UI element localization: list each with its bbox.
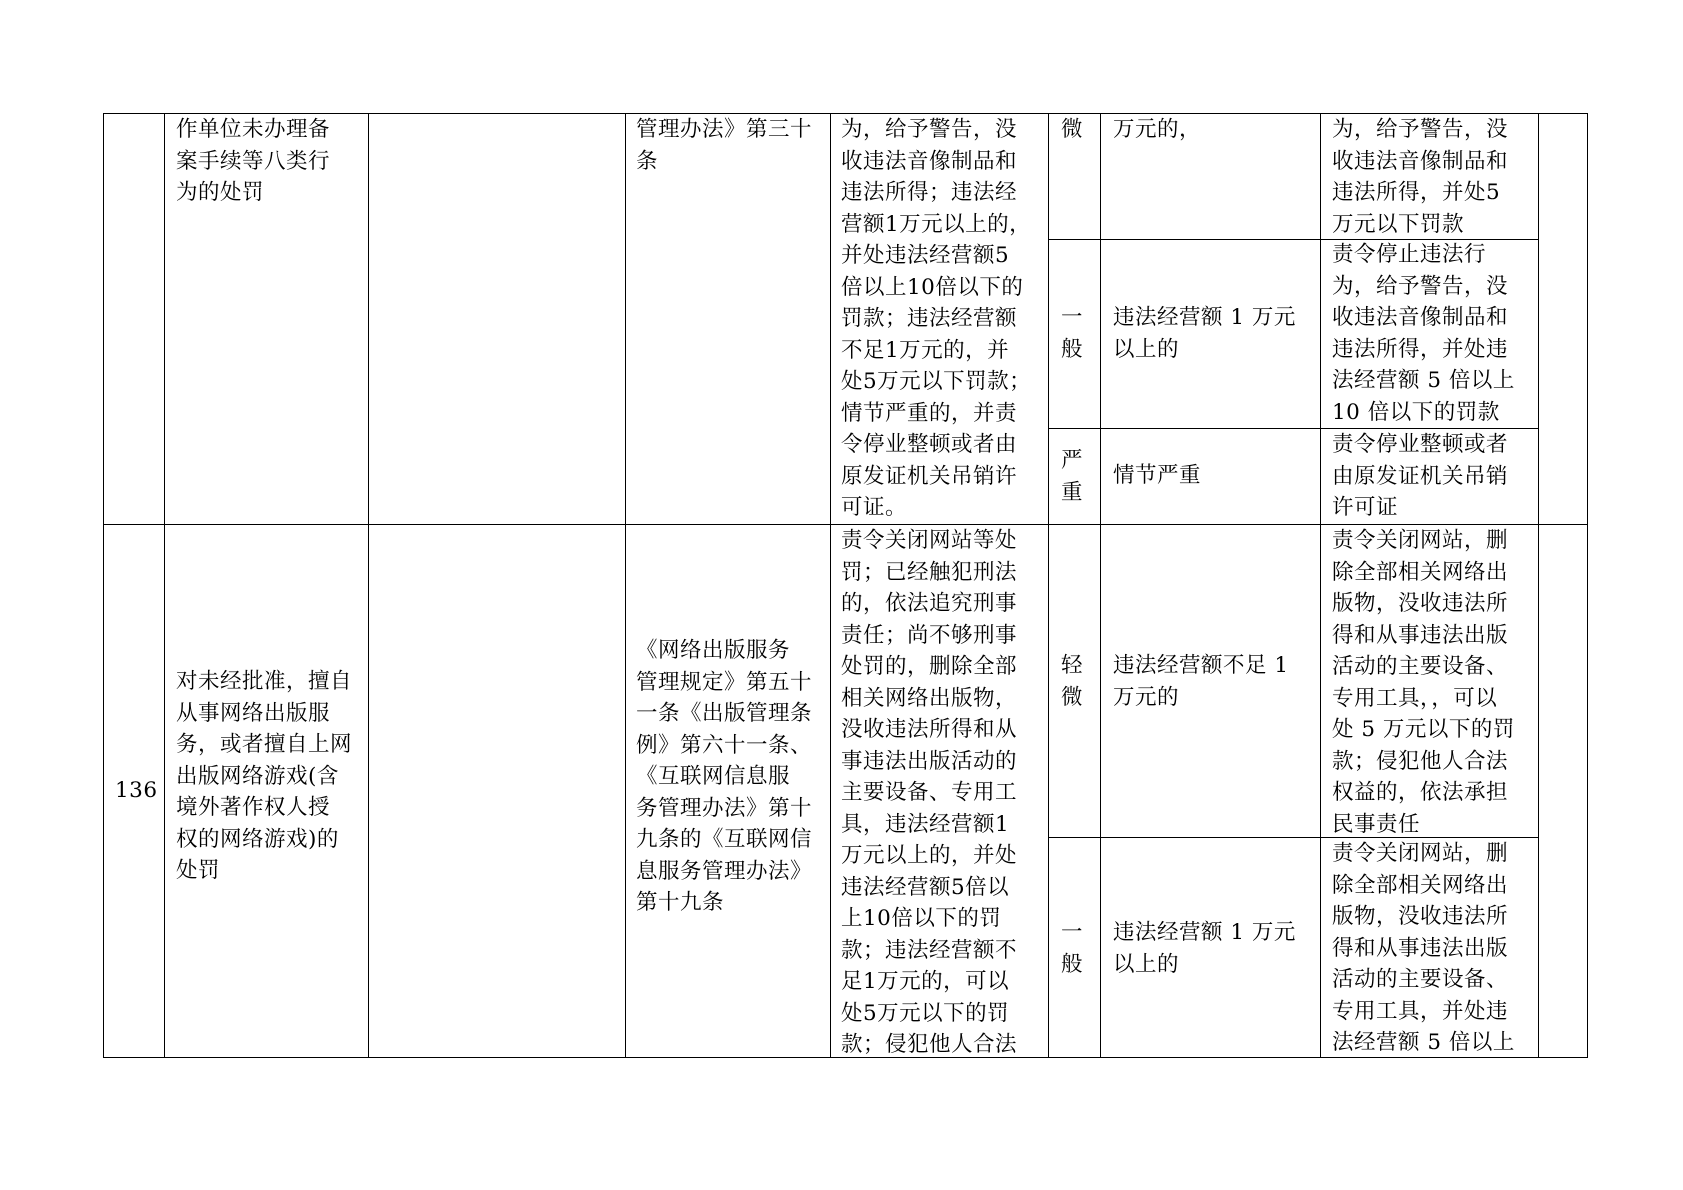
standard-cell [1332,525,1515,840]
cell-line: 相关网络出版物， [841,685,1018,711]
cell-line: 对未经批准，擅自 [176,669,353,694]
circumstance-cell [1113,114,1201,146]
cell-line: 除全部相关网络出 [1332,559,1509,585]
cell-line: 处5万元以下的罚 [841,1000,1010,1026]
penalty-table [103,113,1588,1058]
cell-line: 第十九条 [636,890,725,915]
cell-line: 版物，没收违法所 [1332,904,1509,929]
col-line [1100,113,1101,1058]
cell-line: 管理规定》第五十 [636,669,813,695]
cell-line: 般 [1061,336,1084,362]
cell-line: 以上的 [1113,336,1180,362]
cell-line: 由原发证机关吊销 [1332,463,1509,489]
cell-line: 万元的 [1113,684,1180,710]
cell-line: 违法经营额 1 万元 [1113,305,1296,330]
cell-line: 具，违法经营额1 [841,811,1010,837]
cell-line: 责任；尚不够刑事 [841,622,1018,648]
circumstance-cell [1113,460,1201,492]
circumstance-cell [1113,917,1296,980]
cell-line: 一条《出版管理条 [636,701,813,726]
cell-line: 上10倍以下的罚 [841,906,1002,931]
cell-line: 专用工具，并处违 [1332,998,1509,1024]
cell-line: 收违法音像制品和 [1332,305,1509,330]
cell-line: 案手续等八类行 [176,148,331,174]
standard-cell [1332,838,1515,1059]
cell-line: 从事网络出版服 [176,700,331,726]
cell-line: 万元以上的，并处 [841,843,1018,868]
cell-line: 以上的 [1113,951,1180,977]
cell-line: 的，依法追究刑事 [841,591,1018,616]
standard-cell [1332,239,1515,428]
cell-line: 民事责任 [1332,811,1421,837]
cell-line: 得和从事违法出版 [1332,622,1509,648]
cell-line: 营额1万元以上的， [841,211,1032,237]
cell-line: 违法所得，并处5 [1332,180,1501,205]
cell-line: 足1万元的，可以 [841,969,1010,994]
cell-line: 轻 [1061,653,1084,678]
standard-cell [1332,429,1508,524]
cell-line: 九条的《互联网信 [636,827,813,852]
cell-line: 除全部相关网络出 [1332,872,1509,898]
legal-basis-cell [636,114,812,177]
cell-line: 责令关闭网站，删 [1332,528,1509,553]
cell-line: 严 [1061,448,1084,473]
cell-line: 违法经营额5倍以 [841,874,1010,900]
cell-line: 令停业整顿或者由 [841,432,1018,457]
cell-line: 条 [636,148,659,174]
cell-line: 收违法音像制品和 [841,148,1018,174]
cell-line: 息服务管理办法》 [636,858,813,884]
cell-line: 出版网络游戏(含 [176,763,339,789]
cell-line: 般 [1061,951,1084,977]
penalty-provision-cell [841,525,1017,1061]
cell-line: 不足1万元的，并 [841,337,1010,363]
cell-line: 原发证机关吊销许 [841,463,1018,489]
cell-line: 专用工具，，可以 [1332,685,1498,711]
cell-line: 微 [1061,117,1084,142]
penalty-provision-cell [841,114,1031,524]
standard-cell [1332,114,1508,240]
cell-line: 例》第六十一条、 [636,732,813,758]
cell-line: 《网络出版服务 [636,638,791,663]
level-cell [1061,445,1083,508]
cell-line: 权的网络游戏)的 [176,826,339,852]
cell-line: 事违法出版活动的 [841,748,1018,774]
cell-line: 版物，没收违法所 [1332,591,1509,616]
cell-line: 权益的，依法承担 [1332,780,1509,805]
level-cell [1061,650,1083,713]
col-line [1587,113,1588,1058]
cell-line: 一 [1061,920,1084,945]
cell-line: 境外著作权人授 [176,795,331,820]
cell-line: 一 [1061,305,1084,330]
cell-line: 活动的主要设备、 [1332,654,1509,679]
item-name-cell [176,114,330,209]
cell-line: 款；侵犯他人合法 [841,1032,1018,1057]
cell-line: 责令关闭网站，删 [1332,841,1509,866]
cell-line: 罚款；违法经营额 [841,306,1018,331]
col-line [103,113,104,1058]
cell-line: 收违法音像制品和 [1332,148,1509,174]
cell-line: 作单位未办理备 [176,117,331,142]
cell-line: 罚；已经触犯刑法 [841,559,1018,585]
cell-line: 主要设备、专用工 [841,780,1018,805]
cell-line: 倍以上10倍以下的 [841,274,1024,300]
cell-line: 许可证 [1332,495,1399,520]
row-number-cell: 136 [115,778,158,803]
cell-line: 为的处罚 [176,180,265,205]
cell-line: 10 倍以下的罚款 [1332,399,1500,425]
col-line [1320,113,1321,1058]
cell-line: 得和从事违法出版 [1332,935,1509,961]
cell-line: 万元的， [1113,117,1202,142]
cell-line: 重 [1061,479,1084,505]
cell-line: 《互联网信息服 [636,764,791,789]
circumstance-cell [1113,302,1296,365]
cell-line: 责令关闭网站等处 [841,528,1018,553]
cell-line: 处罚的，删除全部 [841,654,1018,679]
cell-line: 款；违法经营额不 [841,937,1018,963]
level-cell [1061,917,1083,980]
cell-line: 为，给予警告，没 [1332,273,1509,299]
cell-line: 处 5 万元以下的罚 [1332,717,1515,742]
cell-line: 管理办法》第三十 [636,117,813,142]
cell-line: 违法经营额 1 万元 [1113,920,1296,945]
circumstance-cell [1113,650,1289,713]
cell-line: 没收违法所得和从 [841,717,1018,742]
level-cell [1061,114,1083,146]
cell-line: 活动的主要设备、 [1332,967,1509,992]
level-cell [1061,302,1083,365]
cell-line: 情节严重 [1113,463,1202,488]
cell-line: 务管理办法》第十 [636,795,813,821]
cell-line: 微 [1061,684,1084,710]
cell-line: 责令停止违法行 [1332,242,1487,267]
cell-line: 责令停业整顿或者 [1332,432,1509,457]
cell-line: 法经营额 5 倍以上 [1332,1030,1515,1055]
col-line [1048,113,1049,1058]
cell-line: 为，给予警告，没 [1332,117,1509,142]
cell-line: 法经营额 5 倍以上 [1332,368,1515,393]
col-line [164,113,165,1058]
cell-line: 处5万元以下罚款； [841,369,1032,394]
cell-line: 违法所得；违法经 [841,180,1018,205]
cell-line: 违法所得，并处违 [1332,336,1509,362]
cell-line: 并处违法经营额5 [841,243,1010,268]
legal-basis-cell [636,635,812,919]
cell-line: 违法经营额不足 1 [1113,653,1289,678]
cell-line: 务，或者擅自上网 [176,732,353,757]
cell-line: 处罚 [176,858,221,883]
col-line [625,113,626,1058]
cell-line: 情节严重的，并责 [841,400,1018,426]
col-line [1538,113,1539,1058]
col-line [830,113,831,1058]
cell-line: 款；侵犯他人合法 [1332,748,1509,774]
item-name-cell [176,666,352,887]
cell-line: 为，给予警告，没 [841,117,1018,142]
cell-line: 可证。 [841,495,908,520]
cell-line: 万元以下罚款 [1332,211,1465,237]
col-line [368,113,369,1058]
